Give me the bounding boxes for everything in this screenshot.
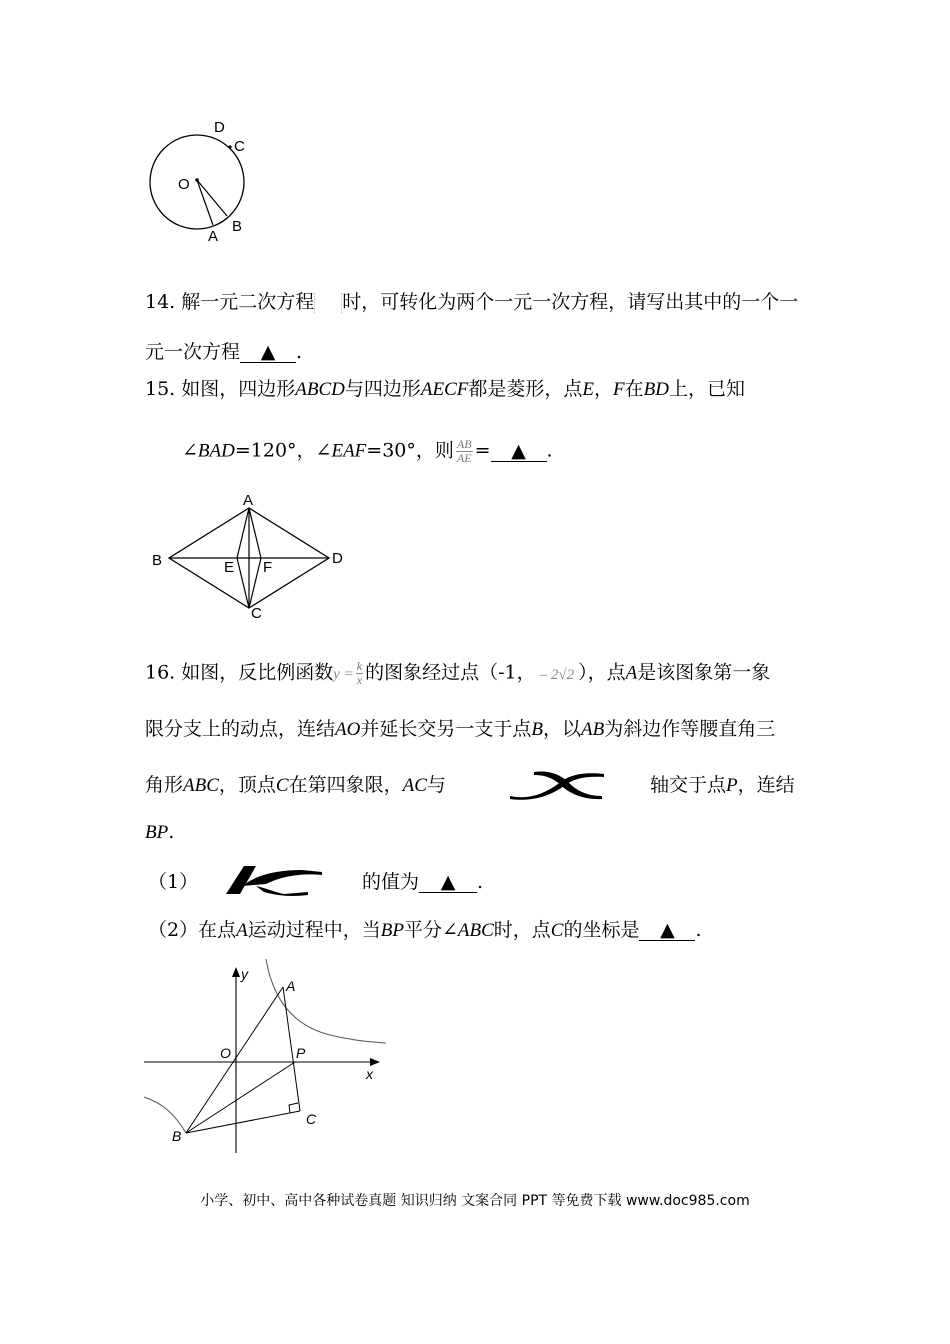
q15-line1	[145, 377, 745, 402]
q16-sub1-period: .	[477, 871, 484, 893]
q16-s2b: 运动过程中，当	[247, 919, 381, 941]
q16-l3a: 角形	[145, 774, 184, 796]
q15-frac-den: AE	[456, 451, 472, 465]
q16-l2d: 为斜边作等腰直角三	[604, 718, 776, 740]
label-p: P	[296, 1045, 306, 1061]
label-b: B	[172, 1128, 182, 1144]
q16-s2a: （2）在点	[148, 919, 237, 941]
q15-t1: 15. 如图，四边形	[145, 378, 296, 400]
label-a: A	[286, 978, 296, 994]
q15-eaf: EAF	[331, 440, 367, 462]
q16-b: B	[531, 719, 543, 740]
q15-aecf: AECF	[420, 379, 469, 400]
q16-point-value: – 2√2	[539, 666, 575, 683]
q16-l3e: 轴交于点	[650, 774, 727, 796]
q16-l3b: ，顶点	[218, 774, 276, 796]
q16-bp: BP	[145, 822, 169, 843]
hyperbola-branch-1	[266, 959, 386, 1043]
q14-answer-blank[interactable]: ▲	[240, 342, 296, 363]
label-y: y	[241, 966, 248, 982]
circle-figure	[140, 115, 260, 245]
q15-v2: =30°，则	[366, 439, 454, 462]
q14-text-b: 时，可转化为两个一元一次方程，请写出其中的一个一	[342, 291, 799, 313]
label-d: D	[332, 550, 343, 567]
label-a: A	[243, 492, 254, 509]
q16-sub1-num: （1）	[148, 871, 199, 893]
point-c	[228, 145, 231, 148]
q15-fraction	[456, 438, 473, 465]
q16-sub1-answer-blank[interactable]: ▲	[419, 872, 477, 893]
q16-y-eq: y =	[333, 666, 354, 683]
q16-l2a: 限分支上的动点，连结	[145, 718, 336, 740]
circle-o	[150, 135, 244, 229]
label-c: C	[234, 138, 245, 155]
q16-s2d: 时，点	[493, 919, 551, 941]
label-b: B	[232, 218, 243, 235]
q16-line4	[145, 820, 174, 845]
q16-s2-C: C	[550, 920, 564, 941]
q16-t2: 的图象经过点（-1，	[365, 661, 536, 684]
q16-line1	[145, 660, 770, 687]
q16-s2e: 的坐标是	[563, 919, 640, 941]
q14-line2	[145, 340, 302, 364]
q15-e: E	[582, 379, 595, 400]
q16-t1: 16. 如图，反比例函数	[145, 661, 334, 684]
q15-eq: =	[474, 439, 491, 462]
q16-ao: AO	[335, 719, 361, 740]
q14-line1	[145, 290, 798, 314]
q15-bd: BD	[643, 379, 669, 400]
q16-s2-BP: BP	[380, 920, 404, 941]
segment-ob	[197, 180, 227, 216]
label-a: A	[208, 228, 219, 245]
q15-bad: BAD	[197, 440, 235, 462]
point-o	[195, 178, 199, 182]
label-d: D	[214, 119, 225, 136]
q16-k-over-x	[356, 660, 363, 687]
q15-comma: ，	[594, 378, 614, 400]
q16-t3: ），点	[578, 661, 626, 684]
q16-l2b: 并延长交另一支于点	[360, 718, 532, 740]
q15-t3: 都是菱形，点	[468, 378, 583, 400]
q16-dot: .	[168, 821, 175, 843]
q16-l3f: ，连结	[737, 774, 795, 796]
label-x: x	[366, 1066, 373, 1082]
stylized-x-glyph	[508, 766, 608, 802]
q16-l2c: ，以	[542, 718, 581, 740]
q16-line3b	[650, 773, 795, 798]
q15-abcd: ABCD	[295, 379, 345, 400]
q14-text-a: 14. 解一元二次方程	[145, 291, 315, 313]
label-c: C	[306, 1111, 317, 1127]
q15-period: .	[546, 439, 553, 462]
q16-l3d: 与	[426, 774, 446, 796]
q16-s2c: 平分∠	[403, 919, 458, 941]
q15-v1: =120°，∠	[234, 439, 332, 462]
page-footer: 小学、初中、高中各种试卷真题 知识归纳 文案合同 PPT 等免费下载 www.doc985.com	[200, 1193, 750, 1209]
q15-frac-num: AB	[456, 437, 472, 451]
segment-oa	[197, 180, 213, 225]
label-o: O	[178, 176, 190, 193]
q15-t2: 与四边形	[344, 378, 421, 400]
label-f: F	[263, 559, 273, 576]
q15-answer-blank[interactable]: ▲	[491, 441, 547, 462]
q16-sub2-line	[148, 918, 702, 943]
q16-sub1-line	[362, 870, 483, 894]
q16-sub2-answer-blank[interactable]: ▲	[639, 920, 695, 941]
q16-sub1-text: 的值为	[362, 871, 420, 893]
q16-abc: ABC	[183, 775, 219, 796]
q16-c: C	[275, 775, 289, 796]
segment-ab	[186, 987, 283, 1133]
q16-s2-ABC: ABC	[457, 920, 494, 941]
q16-frac-x: x	[356, 673, 363, 687]
rhombus-figure	[148, 488, 353, 623]
q16-sub1-label	[148, 870, 198, 894]
q16-s2-period: .	[695, 919, 702, 941]
stylized-k-glyph	[222, 862, 326, 898]
q16-line2	[145, 717, 775, 742]
q16-ac: AC	[402, 775, 427, 796]
q14-text-c: 元一次方程	[145, 341, 241, 363]
q14-equation-image	[314, 293, 342, 313]
y-axis-arrow	[232, 967, 240, 977]
label-c: C	[251, 605, 262, 622]
q16-s2-A: A	[236, 920, 248, 941]
q14-period: .	[296, 341, 303, 363]
label-o: O	[220, 1045, 231, 1061]
q16-a: A	[625, 662, 638, 684]
q15-angle: ∠	[182, 439, 198, 462]
q16-p: P	[726, 775, 738, 796]
q16-frac-k: k	[356, 659, 363, 673]
q15-t5: 上，已知	[668, 378, 745, 400]
x-axis-arrow	[370, 1058, 380, 1066]
label-e: E	[224, 559, 235, 576]
label-b: B	[152, 552, 163, 569]
q16-l3c: 在第四象限，	[288, 774, 403, 796]
coordinate-figure	[140, 955, 390, 1155]
q16-line3	[145, 773, 446, 798]
q16-t4: 是该图象第一象	[637, 661, 771, 684]
q15-t4: 在	[624, 378, 644, 400]
q16-ab: AB	[580, 719, 605, 740]
q15-line2	[182, 438, 553, 465]
q15-f: F	[613, 379, 625, 400]
